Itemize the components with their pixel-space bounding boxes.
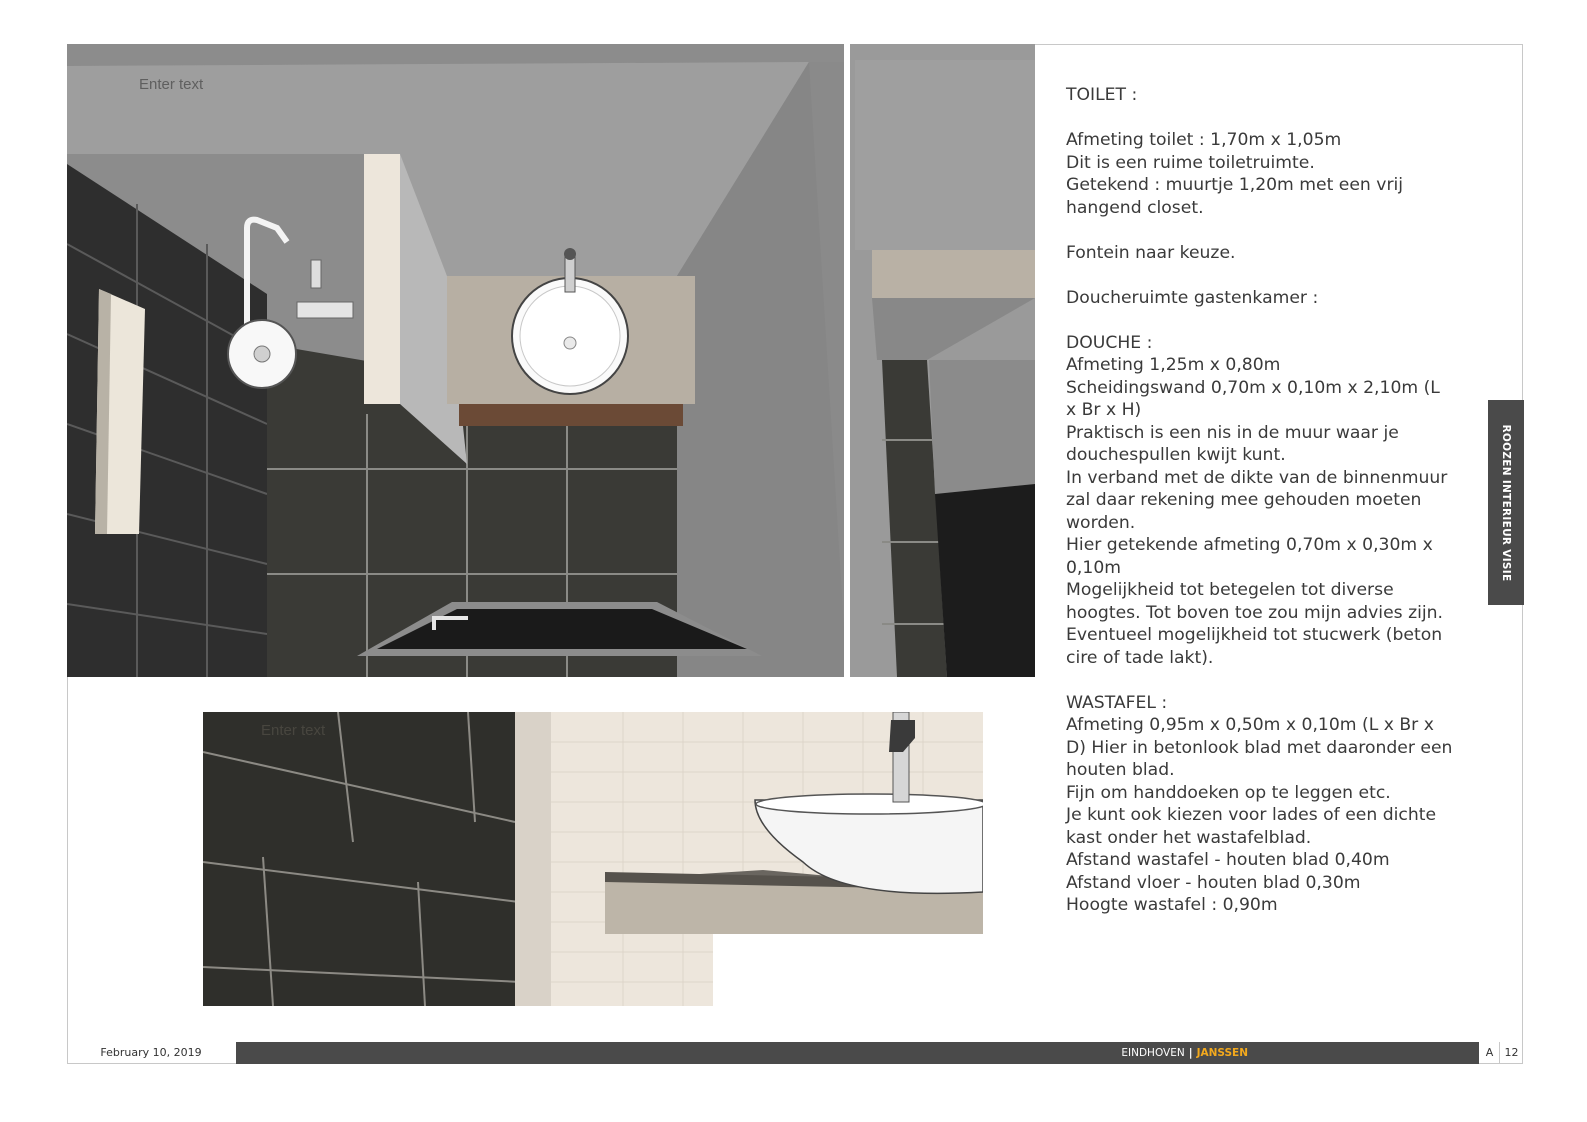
description-line: Afmeting toilet : 1,70m x 1,05m xyxy=(1066,130,1342,150)
toilet-overhead-render xyxy=(67,44,1035,677)
washbasin-perspective-render xyxy=(203,712,983,1006)
description-line: Praktisch is een nis in de muur waar je xyxy=(1066,422,1399,443)
description-line: Afstand wastafel - houten blad 0,40m xyxy=(1066,850,1390,870)
footer-city: EINDHOVEN xyxy=(1121,1047,1185,1059)
footer-revision: A xyxy=(1480,1042,1500,1064)
description-line: DOUCHE : xyxy=(1066,332,1153,353)
description-line: douchespullen kwijt kunt. xyxy=(1066,445,1286,465)
description-line: hoogtes. Tot boven toe zou mijn advies zijn. xyxy=(1066,602,1443,623)
description-line: Scheidingswand 0,70m x 0,10m x 2,10m (L xyxy=(1066,377,1440,398)
description-line: Je kunt ook kiezen voor lades of een dichte xyxy=(1066,805,1437,825)
paragraph-gap xyxy=(1066,309,1496,332)
paragraph-gap xyxy=(1066,264,1496,287)
description-line: Fontein naar keuze. xyxy=(1066,242,1236,263)
footer-brand xyxy=(1121,1042,1248,1064)
render-text-placeholder: Enter text xyxy=(139,76,204,93)
footer-bar xyxy=(236,1042,1479,1064)
description-line: Afmeting 0,95m x 0,50m x 0,10m (L x Br x xyxy=(1066,715,1434,735)
description-line: D) Hier in betonlook blad met daaronder een xyxy=(1066,737,1453,758)
description-line: Fijn om handdoeken op te leggen etc. xyxy=(1066,782,1391,803)
description-line: Mogelijkheid tot betegelen tot diverse xyxy=(1066,580,1394,600)
description-line: kast onder het wastafelblad. xyxy=(1066,827,1312,848)
description-line: Afmeting 1,25m x 0,80m xyxy=(1066,355,1281,375)
description-line: Afstand vloer - houten blad 0,30m xyxy=(1066,872,1361,893)
description-line: hangend closet. xyxy=(1066,197,1204,218)
side-tab-label: ROOZEN INTERIEUR VISIE xyxy=(1500,424,1512,581)
description-line: Hier getekende afmeting 0,70m x 0,30m x xyxy=(1066,535,1433,555)
description-line: houten blad. xyxy=(1066,760,1175,780)
footer-separator: | xyxy=(1188,1047,1193,1059)
description-line: worden. xyxy=(1066,512,1136,533)
paragraph-gap xyxy=(1066,669,1496,692)
description-line: cire of tade lakt). xyxy=(1066,647,1214,668)
render-text-placeholder: Enter text xyxy=(261,722,326,739)
description-line: In verband met de dikte van de binnenmuur xyxy=(1066,467,1448,488)
description-line: WASTAFEL : xyxy=(1066,692,1168,713)
description-line: x Br x H) xyxy=(1066,400,1142,420)
description-line: 0,10m xyxy=(1066,557,1122,578)
description-line: Doucheruimte gastenkamer : xyxy=(1066,287,1319,308)
description-line: Dit is een ruime toiletruimte. xyxy=(1066,152,1315,173)
footer-date: February 10, 2019 xyxy=(100,1046,202,1059)
footer-page-number: 12 xyxy=(1504,1046,1519,1059)
paragraph-gap xyxy=(1066,107,1496,130)
description-line: Eventueel mogelijkheid tot stucwerk (beton xyxy=(1066,625,1443,645)
paragraph-gap xyxy=(1066,219,1496,242)
description-line: zal daar rekening mee gehouden moeten xyxy=(1066,490,1422,510)
side-tab xyxy=(1488,400,1524,605)
description-text xyxy=(1066,84,1496,917)
description-line: TOILET : xyxy=(1066,85,1138,105)
description-line: Getekend : muurtje 1,20m met een vrij xyxy=(1066,175,1404,195)
description-line: Hoogte wastafel : 0,90m xyxy=(1066,895,1278,915)
footer-client: JANSSEN xyxy=(1196,1047,1248,1059)
